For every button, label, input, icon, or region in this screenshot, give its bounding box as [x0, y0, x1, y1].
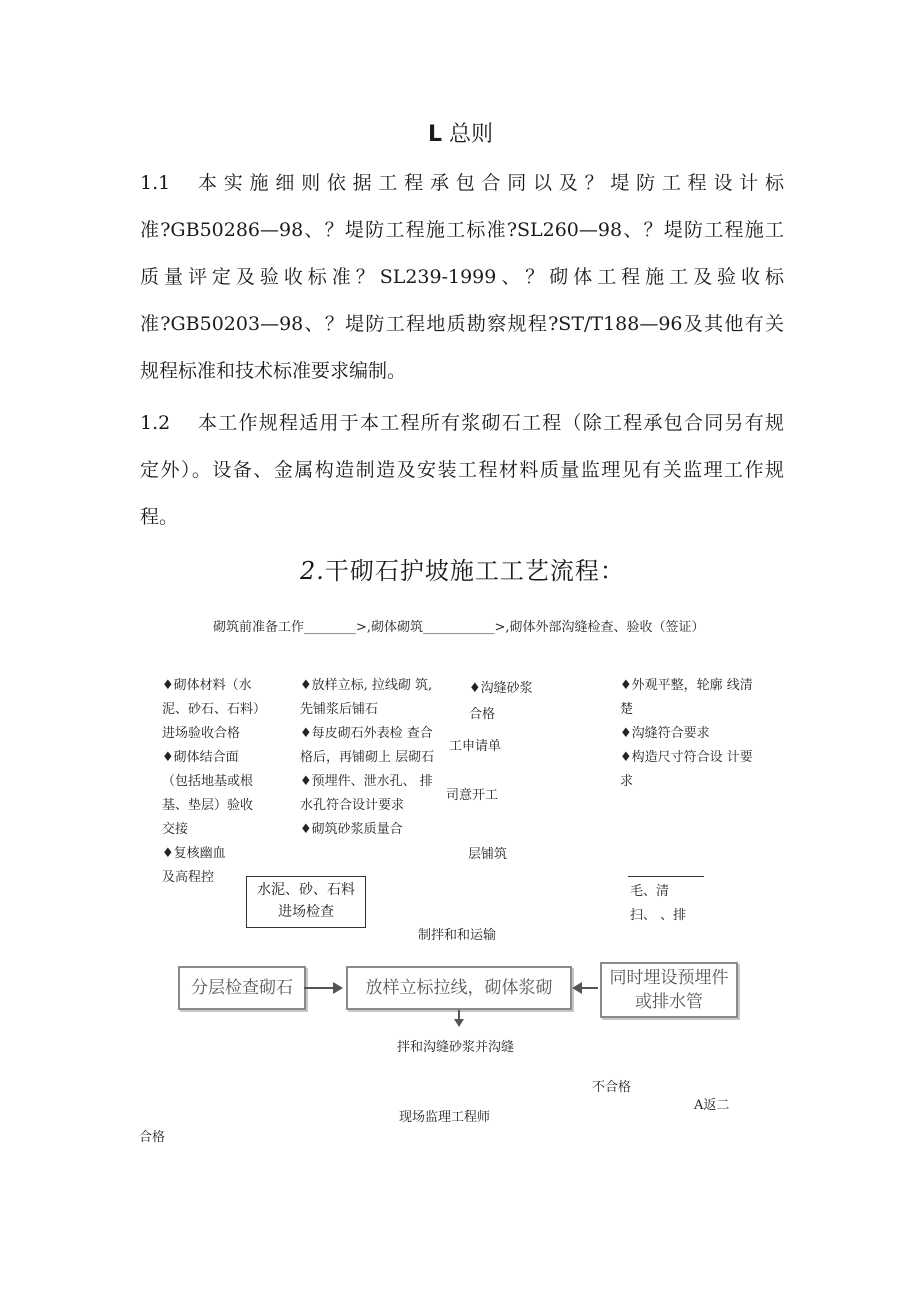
arrow-down-icon — [454, 1019, 464, 1027]
arrow-right-icon — [333, 982, 343, 994]
flow-column-1 — [162, 674, 266, 890]
flow-right-line: 扫、 、排 — [630, 908, 687, 923]
arrow-left-shaft — [304, 987, 334, 989]
box-layer-check: 分层检查砌石 — [178, 966, 306, 1010]
flow-right-labels — [630, 880, 686, 928]
flow-col2-line: ♦预埋件、泄水孔、 排 — [300, 774, 433, 789]
flow-col2-line: ♦每皮砌石外表检 查合 — [300, 726, 433, 741]
flow-engineer-label: 现场监理工程师 — [399, 1110, 491, 1125]
paragraph-number: 1.1 — [140, 172, 171, 194]
flow-right-line: 毛、清 — [630, 884, 670, 899]
flow-col1-line: （包括地基或根 — [162, 774, 254, 789]
paragraph-line: 质量评定及验收标准？SL239-1999、？砌体工程施工及验收标 — [140, 266, 784, 288]
flow-column-2 — [300, 674, 434, 842]
flow-column-3 — [469, 676, 533, 728]
flow-col4-line: ♦外观平整，轮廓 线清 — [620, 678, 753, 693]
flow-col1-line: 及高程控 — [162, 870, 215, 885]
paragraph-line: 本工作规程适用于本工程所有浆砌石工程（除工程承包合同另有规 — [198, 412, 784, 434]
paragraph-line: 规程标准和技术标准要求编制。 — [140, 360, 407, 382]
box-embed-parts — [600, 962, 738, 1018]
flow-mix-label: 制拌和和运输 — [418, 928, 497, 943]
paragraph-line: 定外）。设备、金属构造制造及安装工程材料质量监理见有关监理工作规 — [140, 459, 784, 481]
flow-mortar-label: 拌和沟缝砂浆并沟缝 — [397, 1040, 515, 1055]
section-2-title — [300, 551, 625, 586]
flow-return-label: A返二 — [694, 1098, 730, 1113]
flow-top-line: 砌筑前准备工作________>,砌体砌筑___________>,砌体外部沟缝检查、验收（签证） — [213, 620, 705, 635]
flow-col1-line: 进场验收合格 — [162, 726, 241, 741]
flow-col1-line: 泥、砂石、石料） — [162, 702, 267, 717]
flow-col2-line: 水孔符合设计要求 — [300, 798, 405, 813]
box-embed-line: 或排水管 — [635, 992, 703, 1012]
flow-col4-line: 求 — [620, 774, 634, 789]
paragraph-1-1 — [140, 160, 784, 400]
flow-col3-line: ♦沟缝砂浆 — [469, 681, 533, 696]
box-materials-line: 进场检查 — [278, 904, 334, 920]
paragraph-line: 准?GB50286—98、？堤防工程施工标准?SL260—98、？堤防工程施工 — [140, 219, 784, 241]
section-1-number: L — [428, 122, 443, 147]
flow-col1-line: 基、垫层）验收 — [162, 798, 254, 813]
flow-col4-line: 楚 — [620, 702, 634, 717]
arrow-right-shaft — [580, 987, 598, 989]
box-materials-check — [246, 876, 366, 928]
flow-col1-line: 交接 — [162, 822, 189, 837]
flow-mid-label-approve: 司意开工 — [446, 788, 499, 803]
box-embed-line: 同时埋设预埋件 — [609, 968, 729, 988]
flow-col1-line: ♦砌体结合面 — [162, 750, 239, 765]
flow-col2-line: ♦放样立标, 拉线砌 筑, — [300, 678, 433, 693]
flow-col2-line: 先铺浆后铺石 — [300, 702, 379, 717]
paragraph-1-2 — [140, 400, 784, 545]
flow-col4-line: ♦构造尺寸符合设 计要 — [620, 750, 753, 765]
flow-col4-line: ♦沟缝符合要求 — [620, 726, 710, 741]
flow-col2-line: ♦砌筑砂浆质量合 — [300, 822, 403, 837]
box-materials-line: 水泥、砂、石料 — [257, 882, 355, 898]
box-setout-masonry: 放样立标拉线，砌体浆砌 — [346, 966, 572, 1010]
flow-col3-line: 合格 — [469, 707, 496, 722]
flow-pass-label: 合格 — [139, 1130, 166, 1145]
paragraph-line: 程。 — [140, 506, 179, 528]
flow-col1-line: ♦砌体材料（水 — [162, 678, 252, 693]
flow-col2-line: 格后，再铺砌上 层砌石 — [300, 750, 435, 765]
section-1-title — [428, 117, 493, 148]
section-1-title-text: 总则 — [449, 122, 494, 147]
section-2-number: 2. — [300, 557, 325, 585]
paragraph-line: 准?GB50203—98、？堤防工程地质勘察规程?ST/T188—96及其他有关 — [140, 313, 784, 335]
flow-mid-label-layer: 层铺筑 — [468, 847, 508, 862]
flow-mid-label-apply: 工申请单 — [449, 739, 502, 754]
flow-col1-line: ♦复核幽血 — [162, 846, 226, 861]
section-2-title-text: 干砌石护坡施工工艺流程： — [324, 557, 625, 585]
paragraph-number: 1.2 — [140, 412, 171, 434]
right-rule — [628, 876, 704, 877]
flow-fail-label: 不合格 — [592, 1080, 632, 1095]
paragraph-line: 本实施细则依据工程承包合同以及？堤防工程设计标 — [198, 172, 784, 194]
flow-column-4 — [620, 674, 753, 794]
